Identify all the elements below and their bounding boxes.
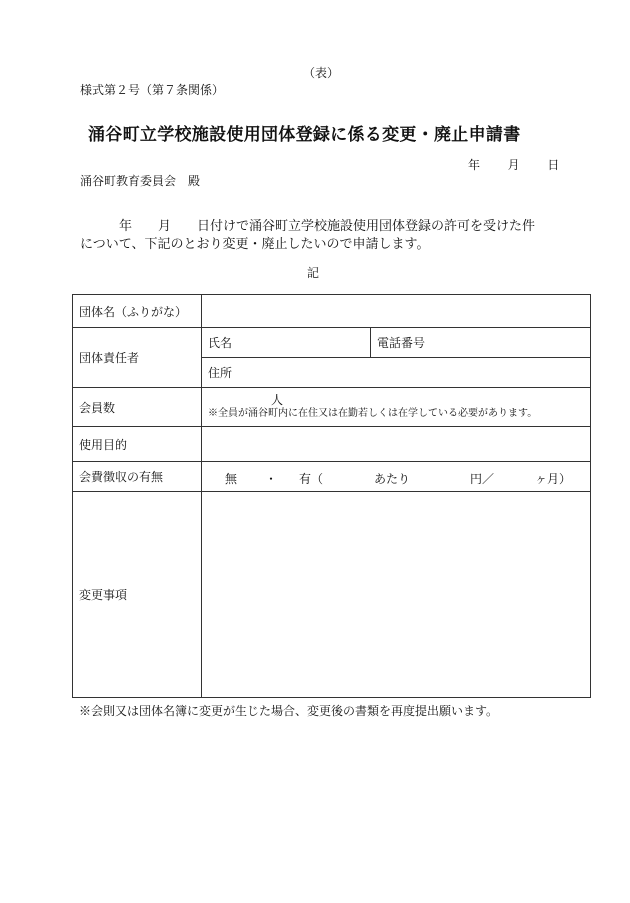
row-changes bbox=[73, 492, 591, 698]
members-field[interactable] bbox=[202, 388, 591, 427]
form-number: 様式第２号（第７条関係） bbox=[80, 83, 225, 97]
phone-label: 電話番号 bbox=[377, 336, 426, 350]
address-field[interactable] bbox=[202, 358, 591, 388]
page-title: 涌谷町立学校施設使用団体登録に係る変更・廃止申請書 bbox=[88, 125, 521, 145]
footer-note: ※会則又は団体名簿に変更が生じた場合、変更後の書類を再度提出願います。 bbox=[79, 704, 499, 718]
row-members bbox=[73, 388, 591, 427]
row-group-name bbox=[73, 295, 591, 328]
addressee: 涌谷町教育委員会 殿 bbox=[80, 174, 201, 188]
row-purpose bbox=[73, 427, 591, 462]
fee-none-option[interactable]: 無 bbox=[225, 472, 238, 486]
fee-label: 会費徴収の有無 bbox=[73, 462, 202, 492]
purpose-field[interactable] bbox=[202, 427, 591, 462]
group-name-field[interactable] bbox=[202, 295, 591, 328]
date-year: 年 bbox=[468, 158, 481, 172]
fee-yes-option[interactable]: 有（ bbox=[299, 472, 324, 486]
members-unit: 人 bbox=[271, 393, 284, 407]
name-label: 氏名 bbox=[208, 336, 233, 350]
fee-per-label: あたり bbox=[374, 472, 411, 486]
fee-month-label: ヶ月） bbox=[535, 472, 572, 486]
address-label: 住所 bbox=[208, 366, 233, 380]
fee-separator: ・ bbox=[265, 472, 278, 486]
members-label: 会員数 bbox=[73, 388, 202, 427]
fee-yen-label: 円／ bbox=[470, 472, 495, 486]
date-line bbox=[468, 156, 559, 173]
body-text-line-1: 年 月 日付けで涌谷町立学校施設使用団体登録の許可を受けた件 bbox=[80, 219, 536, 234]
representative-label: 団体責任者 bbox=[73, 328, 202, 388]
application-table bbox=[72, 294, 591, 698]
body-text-line-2: について、下記のとおり変更・廃止したいので申請します。 bbox=[80, 237, 430, 252]
changes-field[interactable] bbox=[202, 492, 591, 698]
ki-label: 記 bbox=[307, 266, 320, 280]
date-day: 日 bbox=[547, 158, 560, 172]
name-field[interactable] bbox=[202, 328, 371, 358]
purpose-label: 使用目的 bbox=[73, 427, 202, 462]
changes-label: 変更事項 bbox=[73, 492, 202, 698]
phone-field[interactable] bbox=[371, 328, 591, 358]
row-representative-name bbox=[73, 328, 591, 358]
group-name-label: 団体名（ふりがな） bbox=[73, 295, 202, 328]
date-month: 月 bbox=[507, 158, 520, 172]
row-fee bbox=[73, 462, 591, 492]
fee-field[interactable] bbox=[202, 462, 591, 492]
members-note: ※全員が涌谷町内に在住又は在勤若しくは在学している必要があります。 bbox=[208, 408, 538, 419]
omote-label: （表） bbox=[303, 66, 340, 80]
